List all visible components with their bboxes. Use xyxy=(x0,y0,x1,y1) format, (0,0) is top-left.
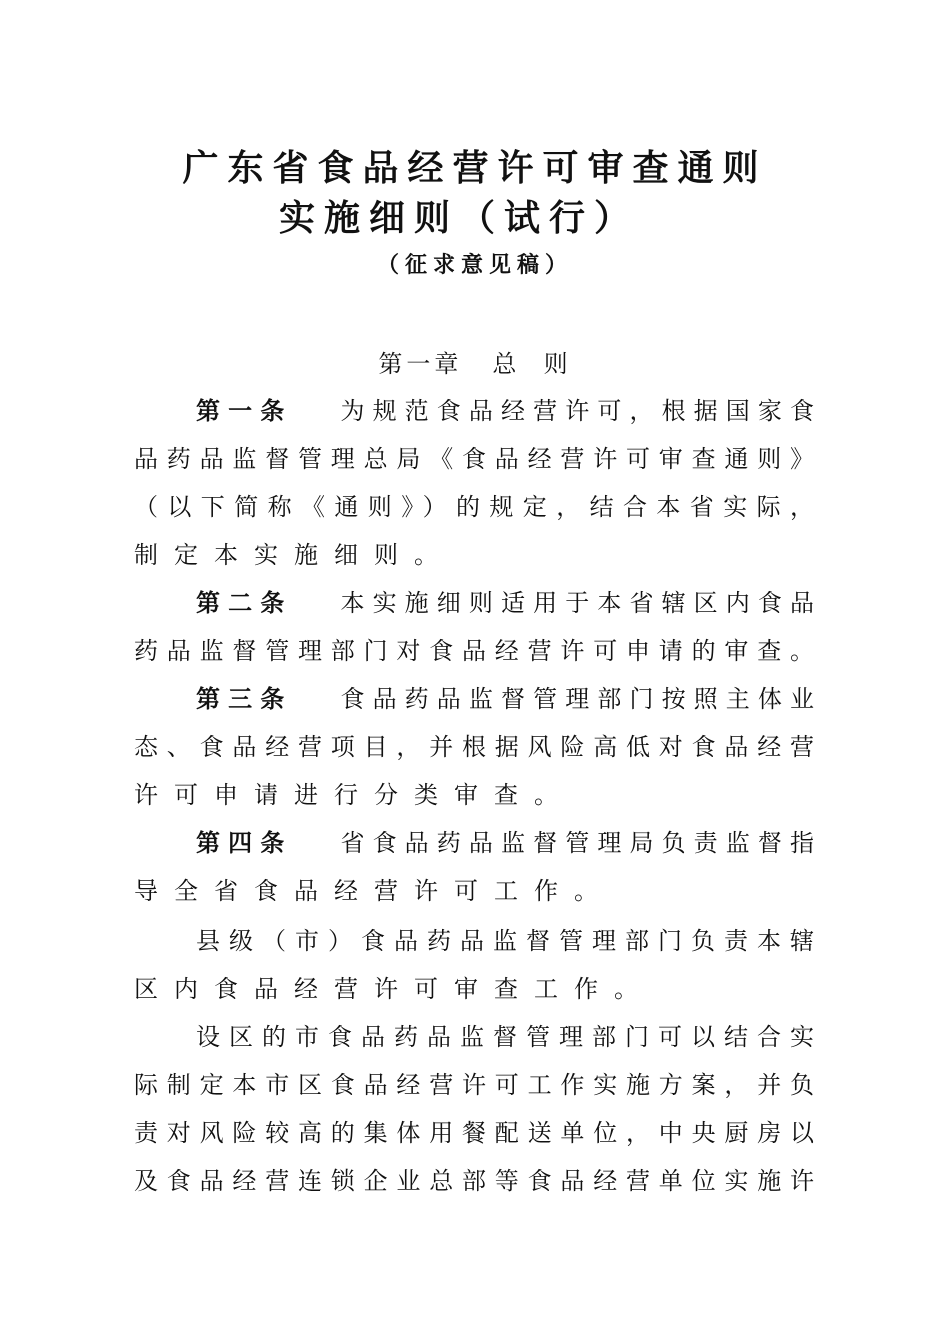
article-3-line-3: 许可申请进行分类审查。 xyxy=(134,781,574,809)
chapter-name: 总 则 xyxy=(492,350,572,378)
article-1-text-1: 为规范食品经营许可，根据国家食 xyxy=(332,397,815,425)
article-1-line-4: 制定本实施细则。 xyxy=(134,541,454,569)
chapter-number: 第一章 xyxy=(378,350,463,378)
document-title-line-1: 广东省食品经营许可审查通则 xyxy=(182,147,768,189)
article-4-line-1 xyxy=(196,828,814,858)
article-2-line-1 xyxy=(196,588,814,618)
paragraph-city-line-4: 及食品经营连锁企业总部等食品经营单位实施许 xyxy=(134,1167,814,1195)
document-title-line-2: 实施细则（试行） xyxy=(278,197,639,239)
article-1-line-1 xyxy=(196,396,814,426)
paragraph-county-line-1: 县级（市）食品药品监督管理部门负责本辖 xyxy=(196,927,814,955)
article-2-text-1: 本实施细则适用于本省辖区内食品 xyxy=(332,589,815,617)
paragraph-county-line-2: 区内食品经营许可审查工作。 xyxy=(134,975,654,1003)
article-1-line-2: 品药品监督管理总局《食品经营许可审查通则》 xyxy=(134,445,814,473)
chapter-heading xyxy=(0,344,950,379)
article-4-label: 第四条 xyxy=(196,829,293,857)
article-3-line-2: 态、食品经营项目，并根据风险高低对食品经营 xyxy=(134,733,814,761)
article-3-label: 第三条 xyxy=(196,685,293,713)
document-subtitle: （征求意见稿） xyxy=(376,252,573,278)
article-3-text-1: 食品药品监督管理部门按照主体业 xyxy=(332,685,815,713)
paragraph-city-line-1: 设区的市食品药品监督管理部门可以结合实 xyxy=(196,1023,814,1051)
paragraph-city-line-3: 责对风险较高的集体用餐配送单位，中央厨房以 xyxy=(134,1119,814,1147)
article-1-line-3: （以下简称《通则》）的规定，结合本省实际， xyxy=(134,493,814,521)
article-4-line-2: 导全省食品经营许可工作。 xyxy=(134,877,614,905)
article-2-label: 第二条 xyxy=(196,589,293,617)
article-3-line-1 xyxy=(196,684,814,714)
paragraph-city-line-2: 际制定本市区食品经营许可工作实施方案，并负 xyxy=(134,1071,814,1099)
article-2-line-2: 药品监督管理部门对食品经营许可申请的审查。 xyxy=(134,637,814,665)
article-4-text-1: 省食品药品监督管理局负责监督指 xyxy=(332,829,815,857)
article-1-label: 第一条 xyxy=(196,397,293,425)
